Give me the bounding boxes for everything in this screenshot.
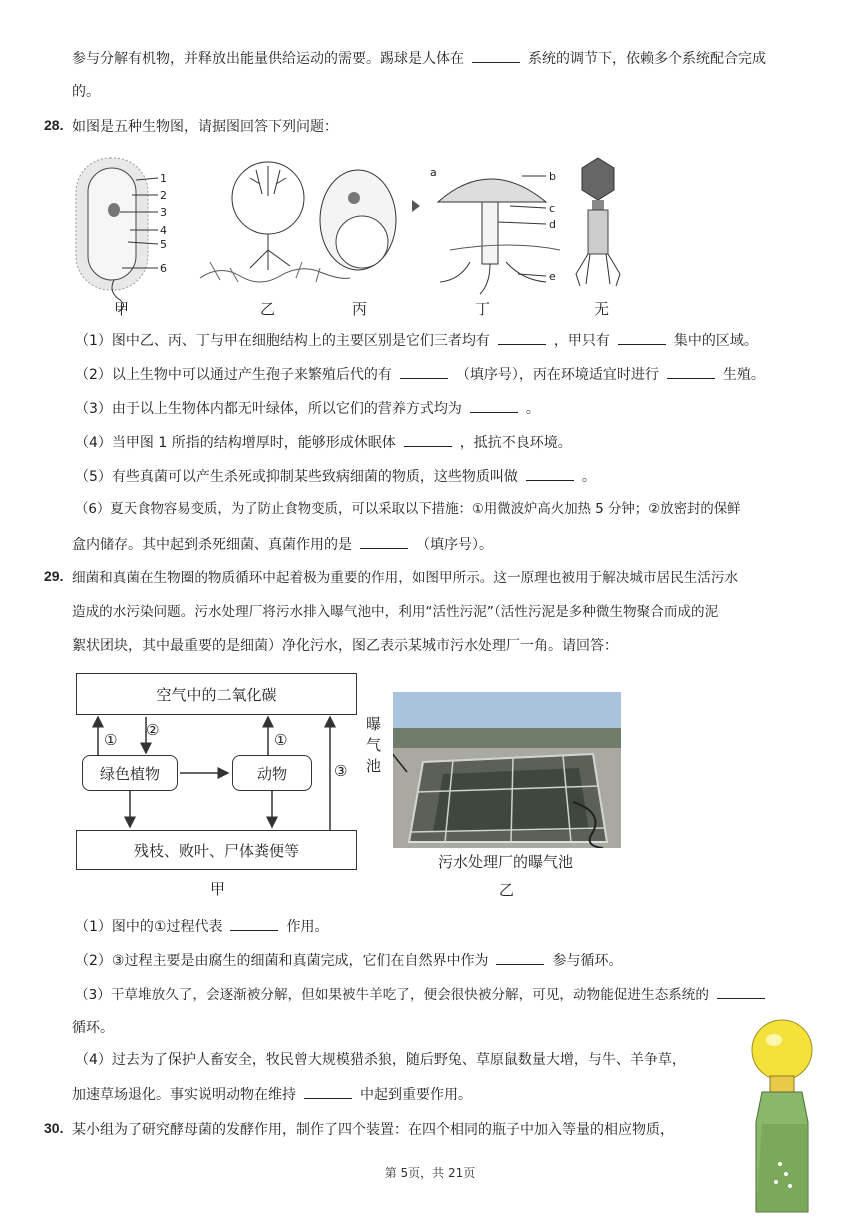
mushroom-illustration xyxy=(412,166,560,294)
q29-sub-3-line-2: 循环。 xyxy=(72,1020,114,1036)
q29-sub-1: （1）图中的①过程代表 作用。 xyxy=(75,916,328,937)
svg-text:1: 1 xyxy=(160,172,167,185)
blank[interactable] xyxy=(667,364,715,379)
svg-text:2: 2 xyxy=(160,189,167,202)
blank[interactable] xyxy=(496,950,544,965)
q28-sub-6-line-2: 盒内储存。其中起到杀死细菌、真菌作用的是 （填序号）。 xyxy=(72,534,493,555)
q29-stem-line-1: 细菌和真菌在生物圈的物质循环中起着极为重要的作用，如图甲所示。这一原理也被用于解决城市居民生活污水 xyxy=(72,570,739,586)
fig-label-wu: 无 xyxy=(594,300,610,318)
svg-text:d: d xyxy=(549,218,556,231)
diagram-caption-jia: 甲 xyxy=(210,880,226,898)
q29-stem-line-3: 絮状团块，其中最重要的是细菌）净化污水，图乙表示某城市污水处理厂一角。请回答： xyxy=(72,638,618,654)
q28-sub-2: （2）以上生物中可以通过产生孢子来繁殖后代的有 （填序号），丙在环境适宜时进行 生殖。 xyxy=(75,364,765,385)
q28-sub-5: （5）有些真菌可以产生杀死或抑制某些致病细菌的物质，这些物质叫做 。 xyxy=(75,466,596,487)
q29-sub-2: （2）③过程主要是由腐生的细菌和真菌完成，它们在自然界中作为 参与循环。 xyxy=(75,950,622,971)
blank[interactable] xyxy=(618,330,666,345)
intro-line-2: 的。 xyxy=(72,84,100,100)
blank[interactable] xyxy=(360,534,408,549)
q28-sub-3: （3）由于以上生物体内都无叶绿体，所以它们的营养方式均为 。 xyxy=(75,398,540,419)
svg-text:c: c xyxy=(549,202,556,215)
page-footer: 第 5页，共 21页 xyxy=(384,1166,476,1180)
blank[interactable] xyxy=(498,330,546,345)
q30-stem-line-1: 某小组为了研究酵母菌的发酵作用，制作了四个装置：在四个相同的瓶子中加入等量的相应物质， xyxy=(72,1122,674,1138)
q28-sub-4: （4）当甲图 1 所指的结构增厚时，能够形成休眠体 ，抵抗不良环境。 xyxy=(75,432,572,453)
yeast-illustration xyxy=(320,170,396,270)
blank[interactable] xyxy=(404,432,452,447)
photo-side-label: 曝 气 池 xyxy=(366,715,382,775)
svg-text:4: 4 xyxy=(160,224,167,237)
q28-sub-1: （1）图中乙、丙、丁与甲在细胞结构上的主要区别是它们三者均有 ，甲只有 集中的区域。 xyxy=(75,330,758,351)
diagram-circle-1b: ① xyxy=(274,731,288,749)
blank[interactable] xyxy=(400,364,448,379)
question-number-30: 30. xyxy=(44,1120,64,1136)
blank[interactable] xyxy=(526,466,574,481)
blank[interactable] xyxy=(304,1084,352,1099)
svg-text:6: 6 xyxy=(160,262,167,275)
diagram-circle-3: ③ xyxy=(334,762,348,780)
fermentation-bottle-illustration xyxy=(740,1014,824,1214)
svg-text:3: 3 xyxy=(160,206,167,219)
diagram-circle-1: ① xyxy=(104,731,118,749)
diagram-box-co2: 空气中的二氧化碳 xyxy=(76,673,357,715)
q29-sub-4-line-1: （4）过去为了保护人畜安全，牧民曾大规模猎杀狼，随后野兔、草原鼠数量大增，与牛、羊争草， xyxy=(75,1052,686,1068)
svg-text:a: a xyxy=(430,166,437,179)
svg-text:e: e xyxy=(549,270,556,283)
bacterium-illustration xyxy=(76,158,167,312)
intro-line-1: 参与分解有机物，并释放出能量供给运动的需要。踢球是人体在 系统的调节下，依赖多个系统配合完成 xyxy=(72,48,766,69)
diagram-arrows xyxy=(76,673,366,873)
svg-text:5: 5 xyxy=(160,238,167,251)
q29-sub-3-line-1: （3）干草堆放久了，会逐渐被分解，但如果被牛羊吃了，便会很快被分解，可见，动物能促进生态系统的 xyxy=(75,984,773,1005)
fig-label-ding: 丁 xyxy=(475,300,491,318)
question-number-29: 29. xyxy=(44,568,64,584)
blank[interactable] xyxy=(230,916,278,931)
q29-stem-line-2: 造成的水污染问题。污水处理厂将污水排入曝气池中，利用“活性污泥”（活性污泥是多种微生物聚合而成的泥 xyxy=(72,604,719,620)
phage-illustration xyxy=(576,158,620,286)
q28-sub-6-line-1: （6）夏天食物容易变质，为了防止食物变质，可以采取以下措施：①用微波炉高火加热 5 分钟；②放密封的保鲜 xyxy=(75,502,741,517)
q28-organisms-figure xyxy=(70,150,630,320)
q29-sub-4-line-2: 加速草场退化。事实说明动物在维持 中起到重要作用。 xyxy=(72,1084,472,1105)
fig-label-jia: 甲 xyxy=(114,300,130,318)
fig-label-yi: 乙 xyxy=(260,300,276,318)
diagram-box-animal: 动物 xyxy=(232,755,312,791)
diagram-circle-2: ② xyxy=(146,721,160,739)
photo-caption-yi: 乙 xyxy=(499,881,515,899)
q28-stem: 如图是五种生物图，请据图回答下列问题： xyxy=(72,119,338,135)
diagram-box-plant: 绿色植物 xyxy=(82,755,178,791)
svg-text:b: b xyxy=(549,170,556,183)
fig-label-bing: 丙 xyxy=(352,300,368,318)
photo-caption-text: 污水处理厂的曝气池 xyxy=(438,853,574,871)
blank[interactable] xyxy=(717,984,765,999)
question-number-28: 28. xyxy=(44,117,64,133)
diagram-box-residue: 残枝、败叶、尸体粪便等 xyxy=(76,830,357,870)
aeration-tank-photo xyxy=(393,692,621,848)
blank[interactable] xyxy=(472,48,520,63)
blank[interactable] xyxy=(470,398,518,413)
